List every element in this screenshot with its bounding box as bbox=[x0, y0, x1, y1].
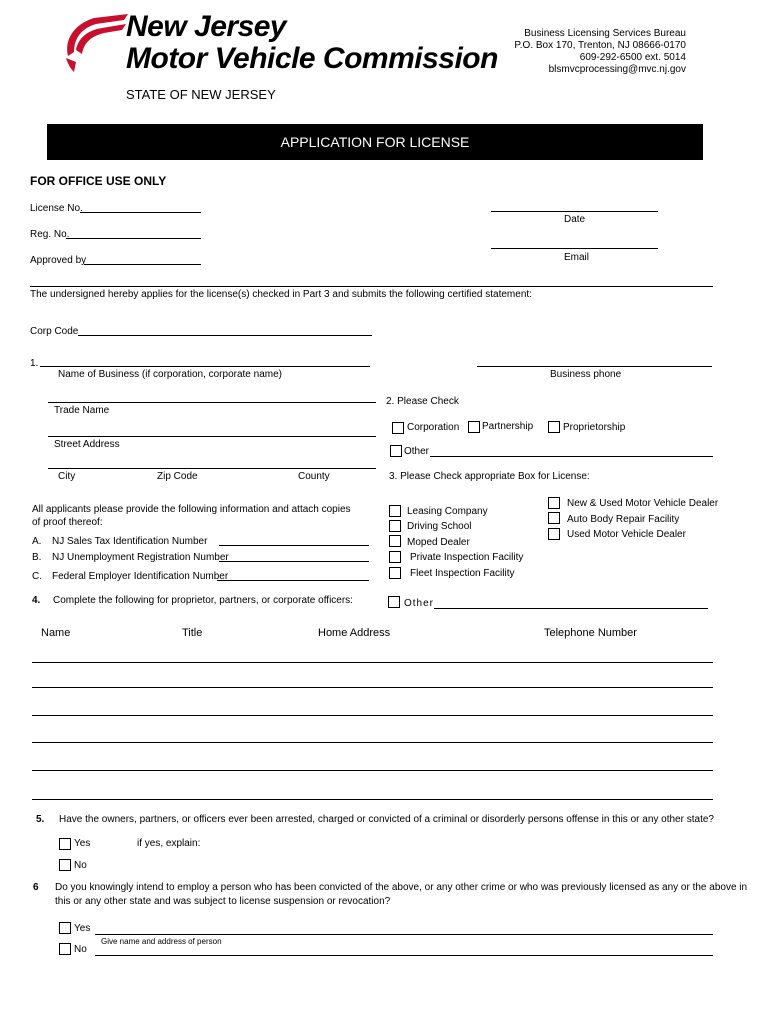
business-name-field[interactable] bbox=[40, 366, 370, 367]
city-zip-county-field[interactable] bbox=[48, 468, 376, 469]
other-license-field[interactable] bbox=[434, 608, 708, 609]
part2-heading: 2. Please Check bbox=[386, 396, 459, 407]
bureau-phone: 609-292-6500 ext. 5014 bbox=[579, 52, 686, 63]
used-dealer-checkbox[interactable] bbox=[548, 528, 560, 540]
partnership-checkbox[interactable] bbox=[468, 421, 480, 433]
col-home-address: Home Address bbox=[318, 627, 391, 639]
leasing-company-checkbox[interactable] bbox=[389, 505, 401, 517]
agency-name-line1: New Jersey bbox=[126, 10, 287, 43]
corp-code-field[interactable] bbox=[78, 335, 372, 336]
part6-no-checkbox[interactable] bbox=[59, 943, 71, 955]
part5-number: 5. bbox=[36, 814, 45, 825]
part6-yes-label: Yes bbox=[74, 923, 91, 934]
county-label: County bbox=[298, 471, 330, 482]
part6-question-line1: Do you knowingly intend to employ a person who has been convicted of the above, or any other crime or who was previously licensed as any or the above in bbox=[55, 882, 748, 893]
trade-name-label: Trade Name bbox=[54, 405, 110, 416]
approved-by-label: Approved by bbox=[30, 255, 87, 266]
part6-number: 6 bbox=[33, 882, 39, 893]
bureau-name: Business Licensing Services Bureau bbox=[524, 28, 686, 39]
driving-school-label: Driving School bbox=[407, 521, 472, 532]
form-banner bbox=[47, 124, 703, 160]
col-name: Name bbox=[41, 627, 71, 639]
proprietorship-checkbox[interactable] bbox=[548, 421, 560, 433]
business-phone-label: Business phone bbox=[550, 369, 622, 380]
section-divider bbox=[30, 286, 713, 287]
reg-no-label: Reg. No. bbox=[30, 229, 70, 240]
corporation-checkbox[interactable] bbox=[392, 422, 404, 434]
proof-a-letter: A. bbox=[32, 536, 42, 547]
new-used-dealer-checkbox[interactable] bbox=[548, 497, 560, 509]
person-details-field[interactable] bbox=[95, 955, 713, 956]
state-title: STATE OF NEW JERSEY bbox=[126, 87, 276, 102]
email-field[interactable] bbox=[491, 248, 658, 249]
city-label: City bbox=[58, 471, 76, 482]
part5-yes-label: Yes bbox=[74, 838, 91, 849]
fein-label: Federal Employer Identification Number bbox=[52, 571, 229, 582]
officer-row-6[interactable] bbox=[32, 799, 713, 800]
col-title: Title bbox=[182, 627, 203, 639]
unemployment-field[interactable] bbox=[219, 561, 369, 562]
moped-dealer-label: Moped Dealer bbox=[407, 537, 470, 548]
approved-by-field[interactable] bbox=[84, 264, 201, 265]
certified-statement: The undersigned hereby applies for the license(s) checked in Part 3 and submits the following certified statement: bbox=[30, 289, 532, 300]
form-title: APPLICATION FOR LICENSE bbox=[280, 134, 470, 150]
unemployment-label: NJ Unemployment Registration Number bbox=[52, 552, 229, 563]
officer-row-2[interactable] bbox=[32, 687, 713, 688]
license-no-label: License No. bbox=[30, 203, 83, 214]
part6-yes-checkbox[interactable] bbox=[59, 922, 71, 934]
private-inspection-checkbox[interactable] bbox=[389, 551, 401, 563]
proof-c-letter: C. bbox=[32, 571, 42, 582]
new-used-dealer-label: New & Used Motor Vehicle Dealer bbox=[567, 498, 719, 509]
officer-row-5[interactable] bbox=[32, 770, 713, 771]
agency-name-line2: Motor Vehicle Commission bbox=[126, 42, 498, 75]
part4-instructions: Complete the following for proprietor, partners, or corporate officers: bbox=[53, 595, 353, 606]
part6-no-label: No bbox=[74, 944, 87, 955]
sales-tax-field[interactable] bbox=[219, 545, 369, 546]
part5-explain-label: if yes, explain: bbox=[137, 838, 201, 849]
proprietorship-label: Proprietorship bbox=[563, 422, 626, 433]
officer-row-1[interactable] bbox=[32, 662, 713, 663]
col-telephone: Telephone Number bbox=[544, 627, 637, 639]
proof-intro-line1: All applicants please provide the following information and attach copies bbox=[32, 504, 351, 515]
part5-no-label: No bbox=[74, 860, 87, 871]
officer-row-4[interactable] bbox=[32, 742, 713, 743]
proof-intro-line2: of proof thereof: bbox=[32, 517, 103, 528]
partnership-label: Partnership bbox=[482, 421, 534, 432]
part6-question-line2: this or any other state and was subject to license suspension or revocation? bbox=[55, 896, 391, 907]
zip-label: Zip Code bbox=[157, 471, 198, 482]
other-type-checkbox[interactable] bbox=[390, 445, 402, 457]
trade-name-field[interactable] bbox=[48, 402, 376, 403]
driving-school-checkbox[interactable] bbox=[389, 520, 401, 532]
other-type-field[interactable] bbox=[430, 456, 713, 457]
fleet-inspection-checkbox[interactable] bbox=[389, 567, 401, 579]
fleet-inspection-label: Fleet Inspection Facility bbox=[410, 568, 515, 579]
corp-code-label: Corp Code bbox=[30, 326, 79, 337]
part3-heading: 3. Please Check appropriate Box for License: bbox=[389, 471, 590, 482]
nj-mvc-logo-icon bbox=[60, 12, 130, 74]
other-license-checkbox[interactable] bbox=[388, 596, 400, 608]
part1-number: 1. bbox=[30, 358, 39, 369]
bureau-address: P.O. Box 170, Trenton, NJ 08666-0170 bbox=[514, 40, 686, 51]
license-no-field[interactable] bbox=[80, 212, 201, 213]
used-dealer-label: Used Motor Vehicle Dealer bbox=[567, 529, 686, 540]
reg-no-field[interactable] bbox=[66, 238, 201, 239]
bureau-email: blsmvcprocessing@mvc.nj.gov bbox=[548, 64, 686, 75]
part5-question: Have the owners, partners, or officers ever been arrested, charged or convicted of a criminal or disorderly persons offense in this or any other state? bbox=[59, 814, 714, 825]
auto-body-label: Auto Body Repair Facility bbox=[567, 514, 680, 525]
officer-row-3[interactable] bbox=[32, 715, 713, 716]
part5-yes-checkbox[interactable] bbox=[59, 838, 71, 850]
office-use-heading: FOR OFFICE USE ONLY bbox=[30, 174, 167, 188]
part4-number: 4. bbox=[32, 595, 41, 606]
auto-body-checkbox[interactable] bbox=[548, 512, 560, 524]
date-label: Date bbox=[564, 214, 586, 225]
date-field[interactable] bbox=[491, 211, 658, 212]
corporation-label: Corporation bbox=[407, 422, 460, 433]
fein-field[interactable] bbox=[217, 580, 369, 581]
sales-tax-label: NJ Sales Tax Identification Number bbox=[52, 536, 208, 547]
email-label: Email bbox=[564, 252, 590, 263]
street-address-field[interactable] bbox=[48, 436, 376, 437]
private-inspection-label: Private Inspection Facility bbox=[410, 552, 524, 563]
proof-b-letter: B. bbox=[32, 552, 42, 563]
street-address-label: Street Address bbox=[54, 439, 120, 450]
moped-dealer-checkbox[interactable] bbox=[389, 535, 401, 547]
business-name-label: Name of Business (if corporation, corporate name) bbox=[58, 369, 282, 380]
person-name-address-field[interactable] bbox=[95, 934, 713, 935]
other-type-label: Other bbox=[404, 446, 430, 457]
leasing-company-label: Leasing Company bbox=[407, 506, 488, 517]
give-name-label: Give name and address of person bbox=[101, 937, 222, 946]
other-license-label: Other bbox=[404, 598, 435, 609]
business-phone-field[interactable] bbox=[477, 366, 712, 367]
part5-no-checkbox[interactable] bbox=[59, 859, 71, 871]
